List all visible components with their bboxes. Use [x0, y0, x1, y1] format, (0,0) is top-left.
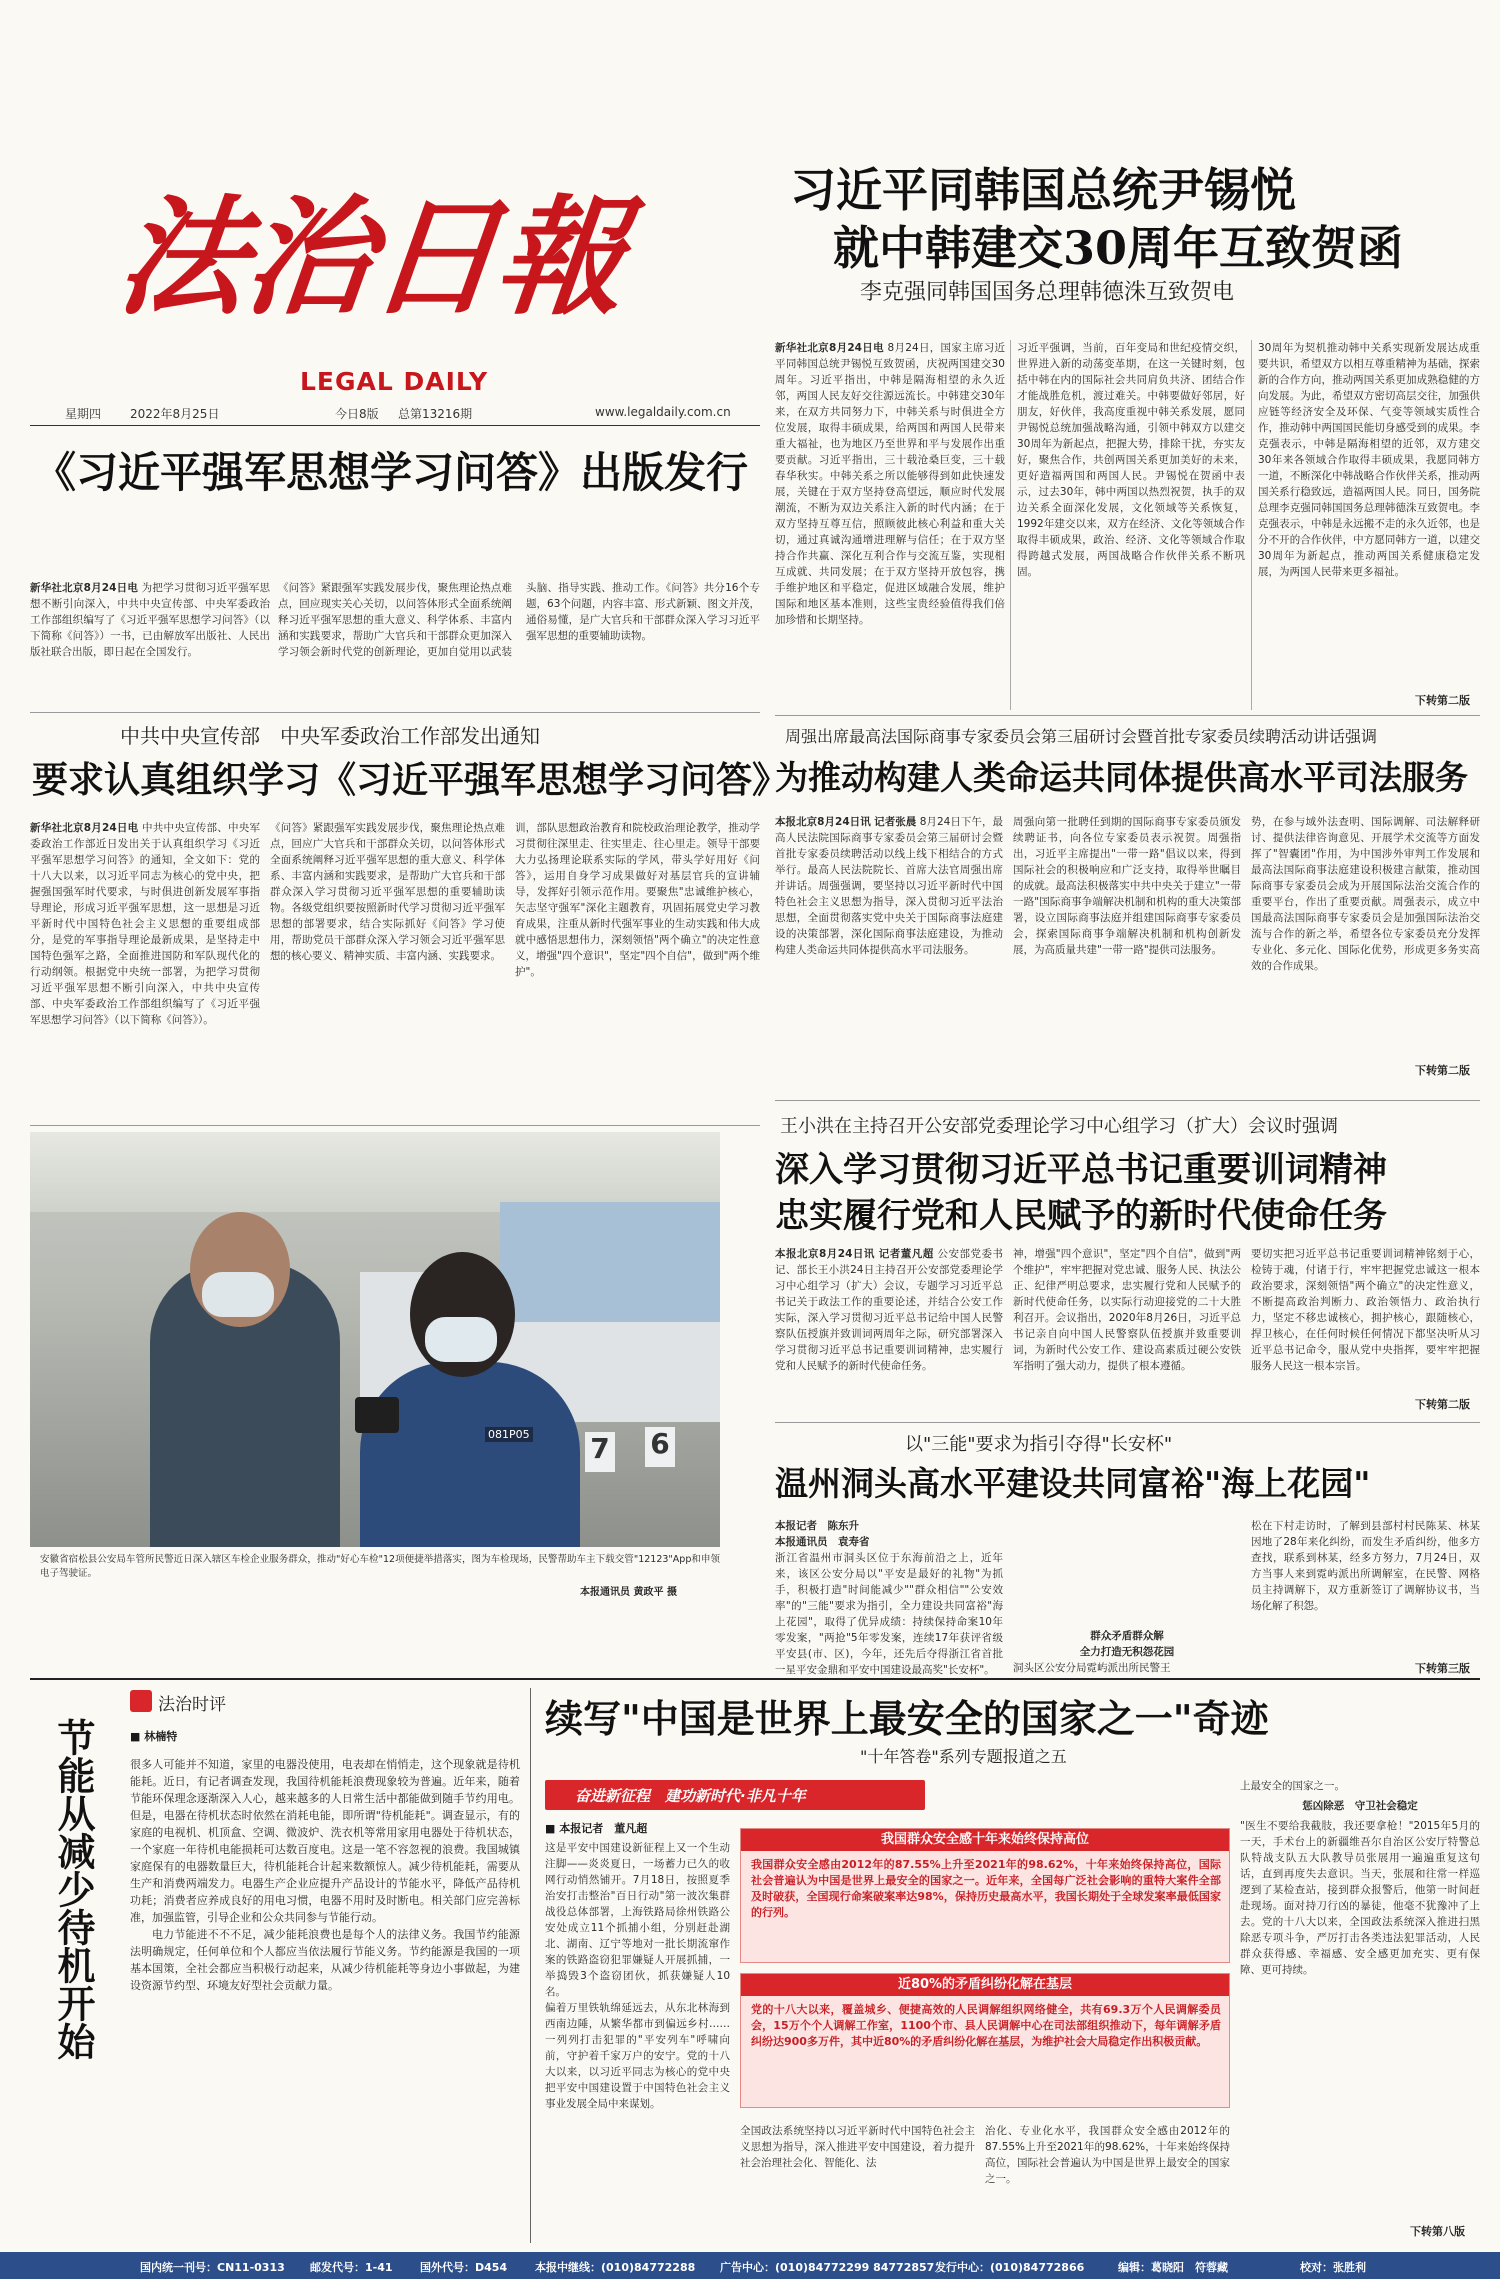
- notice-story: [30, 720, 789, 1125]
- book-story-dateline: 新华社北京8月24日电: [30, 582, 139, 594]
- top-story-headline-2: 就中韩建交30周年互致贺函: [833, 221, 1404, 275]
- police-story-col-3: 要切实把习近平总书记重要训词精神铭刻于心，检铸于魂，付诸于行，牢牢把握党忠诚这一根本政治要求，深刻领悟"两个确立"的决定性意义，不断提高政治判断力、政治领悟力、政治执行力，坚定不移忠诚核心，拥护核心，跟随核心，捍卫核心，在任何时候任何情况下都坚决听从习近平总书记命令，服从党中央指挥，要牢牢把握服务人民这一根本宗旨。: [1251, 1248, 1480, 1372]
- stats-box-2-title: 近80%的矛盾纠纷化解在基层: [741, 1974, 1229, 1996]
- book-story-headline: 《习近平强军思想学习问答》出版发行: [34, 448, 749, 497]
- photo-window: [500, 1202, 720, 1322]
- notice-story-headline: 要求认真组织学习《习近平强军思想学习问答》: [32, 759, 789, 801]
- photo-sign-6: 6: [645, 1427, 675, 1467]
- section-rule: [775, 1100, 1480, 1101]
- police-story-col-1-text: 公安部党委书记、部长王小洪24日主持召开公安部党委理论学习中心组学习（扩大）会议，专题学习习近平总书记关于政法工作的重要论述，并结合公安工作实际，深入学习贯彻习近平总书记给中国人民警察队伍授旗并致训词两周年之际，研究部署深入学习贯彻习近平总书记重要训词精神，忠实履行党和人民赋予的新时代使命任务。: [775, 1248, 1003, 1372]
- wenzhou-story-col-1: [775, 1518, 1003, 1678]
- photo-phone: [355, 1397, 399, 1433]
- safety-banner-text: 奋进新征程 建功新时代·非凡十年: [575, 1787, 806, 1805]
- today-pages: 今日8版: [335, 407, 379, 421]
- section-rule: [30, 1678, 1480, 1680]
- notice-story-col-1-text: 中共中央宣传部、中央军委政治工作部近日发出关于认真组织学习《习近平强军思想学习问答》的通知，全文如下：党的十八大以来，以习近平同志为核心的党中央，把握强国强军时代要求，与时俱进创新发展军事指导理论，形成习近平强军思想，这一思想是习近平新时代中国特色社会主义思想的重要组成部分，是党的军事指导理论最新成果，是坚持走中国特色强军之路，全面推进国防和军队现代化的行动纲领。根据党中央统一部署，为把学习贯彻习近平强军思想不断引向深入，中共中央宣传部、中央军委政治工作部组织编写了《习近平强军思想学习问答》（以下简称《问答》）。: [30, 822, 260, 1026]
- safety-col-3-lead: 上最安全的国家之一。: [1240, 1780, 1345, 1792]
- court-story-kicker: 周强出席最高法国际商事专家委员会第三届研讨会暨首批专家委员续聘活动讲话强调: [785, 727, 1378, 746]
- wenzhou-story-kicker: 以"三能"要求为指引夺得"长安杯": [905, 1434, 1173, 1455]
- book-story: [30, 440, 760, 700]
- court-story-col-2: 周强向第一批聘任到期的国际商事专家委员颁发续聘证书，向各位专家委员表示祝贺。周强指出，习近平主席提出"一带一路"倡议以来，得到国际社会的积极响应和广泛支持，取得举世瞩目的成就。最高法积极落实中共中央关于建立"一带一路"国际商事争端解决机制和机构的重大决策部署，设立国际商事法庭并组建国际商事专家委员会，探索国际商事争端解决机制和机构创新发展，为高质量共建"一带一路"提供司法服务。: [1013, 816, 1241, 956]
- photo-officer-mask: [425, 1317, 497, 1362]
- safety-col-1-text: 这是平安中国建设新征程上又一个生动注脚——炎炎夏日，一场蓄力已久的收网行动悄然铺开。7月18日，按照夏季治安打击整治"百日行动"第一波次集群战役总体部署，上海铁路局徐州铁路公安处成立11个抓捕小组，分别赶赴湖北、湖南、辽宁等地对一批长期流窜作案的铁路盗窃犯罪嫌疑人开展抓捕，一举捣毁3个盗窃团伙，抓获嫌疑人10名。: [545, 1842, 730, 1998]
- wenzhou-reporter-2: 本报通讯员 袁寿省: [775, 1536, 870, 1548]
- wenzhou-story: [775, 1428, 1480, 1680]
- footer-proof: 校对：张胜利: [1300, 2261, 1366, 2274]
- reporter-marker: ■: [545, 1822, 560, 1835]
- footer-post: 邮发代号：1-41: [310, 2261, 393, 2274]
- footer-dist: 发行中心：(010)84772866: [935, 2261, 1085, 2274]
- safety-col-3-text: "医生不要给我截肢，我还要拿枪！"2015年5月的一天，手术台上的新疆维吾尔自治区公安厅特警总队特战支队五大队教导员张展用一遍遍重复这句话，直到再度失去意识。当天，张展和往常一样巡逻到了某检查站，接到群众报警后，他第一时间赶赴现场。面对持刀行凶的暴徒，他毫不犹豫冲了上去。党的十八大以来，全国政法系统深入推进扫黑除恶专项斗争，严厉打击各类违法犯罪活动，人民群众获得感、幸福感、安全感更加充实、更有保障、更可持续。: [1240, 1820, 1480, 1976]
- photo-ceiling: [30, 1132, 720, 1212]
- issue-date: 2022年8月25日: [130, 407, 220, 421]
- footer-bar: [0, 2252, 1500, 2279]
- footer-hotline: 本报中继线：(010)84772288: [535, 2261, 696, 2274]
- book-story-col-1-text: 为把学习贯彻习近平强军思想不断引向深入，中共中央宣传部、中央军委政治工作部组织编写了《习近平强军思想学习问答》（以下简称《问答》）一书，已由解放军出版社、人民出版社联合出版，即日起在全国发行。: [30, 582, 270, 658]
- photo-credit: 本报通讯员 黄政平 摄: [580, 1587, 677, 1598]
- footer-cn: 国内统一刊号：CN11-0313: [140, 2261, 285, 2274]
- police-story-kicker: 王小洪在主持召开公安部党委理论学习中心组学习（扩大）会议时强调: [780, 1116, 1338, 1137]
- issue-number: 总第13216期: [398, 407, 473, 421]
- safety-reporter: [545, 1820, 647, 1836]
- website-link[interactable]: www.legaldaily.com.cn: [595, 405, 731, 419]
- commentary-body: [130, 1756, 520, 2236]
- court-story-col-1: [775, 814, 1003, 1079]
- commentary: [30, 1688, 520, 2243]
- police-story-reporter: 记者董凡超: [878, 1248, 934, 1260]
- safety-col-3-sub: 惩凶除恶 守卫社会稳定: [1302, 1800, 1418, 1812]
- police-story-dateline: 本报北京8月24日讯: [775, 1248, 875, 1260]
- wenzhou-story-headline: 温州洞头高水平建设共同富裕"海上花园": [775, 1464, 1371, 1503]
- safety-story-headline: 续写"中国是世界上最安全的国家之一"奇迹: [545, 1696, 1269, 1741]
- commentary-body-p1: 很多人可能并不知道，家里的电器没使用，电表却在悄悄走，这个现象就是待机能耗。近日，有记者调查发现，我国待机能耗浪费现象较为普遍。近年来，随着节能环保理念逐渐深入人心，越来越多的人日常生活中都能做到随手节约用电。但是，电器在待机状态时依然在消耗电能，即所谓"待机能耗"。调查显示，有的家庭的电视机、机顶盒、空调、微波炉、洗衣机等常用家用电器处于待机状态，一个家庭一年待机电能损耗可达数百度电。这是一笔不容忽视的浪费。我国城镇家庭保有的电器数量巨大，待机能耗合计起来数额惊人。减少待机能耗，需要从生产和消费两端发力。电器生产企业应提升产品设计的节能水平，降低产品待机功耗；消费者应养成良好的用电习惯，电器不用时及时断电。相关部门应完善标准，加强监管，引导企业和公众共同参与节能行动。: [130, 1758, 520, 1924]
- top-story-dateline: 新华社北京8月24日电: [775, 342, 884, 354]
- footer-ad: 广告中心：(010)84772299 84772857: [720, 2261, 935, 2274]
- section-rule: [30, 712, 760, 713]
- commentary-body-p2: 电力节能进不不不足，减少能耗浪费也是每个人的法律义务。我国节约能源法明确规定，任何单位和个人都应当依法履行节能义务。节约能源是我国的一项基本国策，全社会都应当积极行动起来，从减少待机能耗等身边小事做起，为建设资源节约型、环境友好型社会贡献力量。: [130, 1928, 520, 1992]
- safety-story-col-1: [545, 1840, 730, 2145]
- safety-story-subhead: "十年答卷"系列专题报道之五: [860, 1747, 1067, 1766]
- photo-caption-text: 安徽省宿松县公安局车管所民警近日深入辖区车检企业服务群众，推动"好心车检"12项便捷举措落实，图为车检现场，民警帮助车主下载交管"12123"App和申领电子驾驶证。: [40, 1554, 720, 1579]
- safety-story-col-3: [1240, 1778, 1480, 2238]
- police-story-col-1: [775, 1246, 1003, 1411]
- masthead-english: LEGAL DAILY: [300, 367, 489, 396]
- stats-box-2: [740, 1973, 1230, 2108]
- stats-box-1-title: 我国群众安全感十年来始终保持高位: [741, 1829, 1229, 1851]
- masthead-info-bar: [30, 400, 760, 422]
- stats-box-2-text: 党的十八大以来，覆盖城乡、便捷高效的人民调解组织网络健全，共有69.3万个人民调解委员会，15万个个人调解工作室，1100个市、县人民调解中心在司法部组织推动下，每年调解矛盾纠纷达900多万件，其中近80%的矛盾纠纷化解在基层，为维护社会大局稳定作出积极贡献。: [751, 2003, 1221, 2048]
- commentary-author: [130, 1728, 177, 1744]
- police-story-col-2: 神，增强"四个意识"，坚定"四个自信"，做到"两个维护"，牢牢把握对党忠诚、服务人民、执法公正、纪律严明总要求，忠实履行党和人民赋予的新时代使命任务，以实际行动迎接党的二十大胜利召开。会议指出，2020年8月26日，习近平总书记亲自向中国人民警察队伍授旗并致重要训词，为新时代公安工作、建设高素质过硬公安铁军指明了强大动力，提供了根本遵循。: [1013, 1248, 1241, 1372]
- court-story: [775, 722, 1480, 1097]
- news-photo: [30, 1132, 720, 1547]
- photo-police-badge: 081P05: [485, 1427, 533, 1442]
- notice-story-col-2: 《问答》紧跟强军实践发展步伐，聚焦理论热点难点，回应广大官兵和干部群众关切，以问答体形式全面系统阐释习近平强军思想的重大意义、科学体系、丰富内涵和实践要求，是帮助广大官兵和干部群众深入学习贯彻习近平强军思想的重要辅助读物。各级党组织要按照新时代学习贯彻习近平强军思想的部署要求，结合实际抓好《问答》学习使用，帮助党员干部群众深入学习领会习近平强军思想的核心要义、精神实质、丰富内涵、实践要求。: [270, 822, 505, 962]
- top-story-subhead: 李克强同韩国国务总理韩德洙互致贺电: [860, 280, 1235, 305]
- commentary-title: 节能从减少待机开始: [51, 1718, 96, 2060]
- col-divider: [1251, 340, 1252, 710]
- top-story-col-1: [775, 340, 1005, 710]
- court-story-headline: 为推动构建人类命运共同体提供高水平司法服务: [775, 758, 1468, 797]
- notice-story-kicker: 中共中央宣传部 中央军委政治工作部发出通知: [120, 724, 540, 748]
- police-story-continued: 下转第二版: [1415, 1398, 1470, 1411]
- book-story-col-2: 《问答》紧跟强军实践发展步伐，聚焦理论热点难点，回应现实关心关切，以问答体形式全面系统阐释习近平强军思想的重大意义、科学体系、丰富内涵和实践要求，帮助广大官兵和干部群众更加深入学习领会新时代党的创新理论，更加自觉用以武装头脑、指导实践、推动工作。《问答》共分16个专题，63个问题，内容丰富、形式新颖、图文并茂，通俗易懂，是广大官兵和干部群众深入学习习近平强军思想的重要辅助读物。: [278, 582, 760, 658]
- section-rule: [775, 1422, 1480, 1423]
- wenzhou-col-2-text: 洞头区公安分局霓屿派出所民警王: [1013, 1662, 1171, 1674]
- top-story-col-2: 习近平强调，当前，百年变局和世纪疫情交织，世界进入新的动荡变革期，在这一关键时刻，包括中韩在内的国际社会共同肩负共济、团结合作才能战胜危机，渡过难关。中韩要做好邻居，好朋友，好伙伴，我高度重视中韩关系发展，愿同尹锡悦总统加强战略沟通，引领中韩双方以建交30周年为新起点，把握大势，排除干扰，夯实友好，聚焦合作，共创两国关系更加美好的未来，更好造福两国和两国人民。尹锡悦在贺函中表示，过去30年，韩中两国以热烈祝贺，执手的双边关系全面深化发展，文化领域等关系恢复，1992年建交以来，双方在经济、文化等领域合作取得丰硕成果，政治、经济、文化等领域合作取得跨越式发展，两国战略合作伙伴关系不断巩固。: [1017, 342, 1245, 578]
- safety-foot-2: 治化、专业化水平，我国群众安全感由2012年的87.55%上升至2021年的98.62%，十年来始终保持高位，国际社会普遍认为中国是世界上最安全的国家之一。: [985, 2125, 1230, 2185]
- footer-intl: 国外代号：D454: [420, 2261, 508, 2274]
- stats-box-1: [740, 1828, 1230, 1963]
- police-story-headline-1: 深入学习贯彻习近平总书记重要训词精神: [775, 1150, 1387, 1190]
- top-story-col-3: 30周年为契机推动韩中关系实现新发展达成重要共识，希望双方以相互尊重精神为基础，探索新的合作方向，推动两国关系更加成熟稳健的方向发展。为此，希望双方密切高层交往，加强供应链等经济安全及环保、气变等领域实质性合作，推动韩中两国国民能切身感受到的成果。李克强表示，中韩是隔海相望的近邻，双方建交30年来各领域合作取得丰硕成果，我愿同韩方一道，不断深化中韩战略合作伙伴关系，推动两国关系行稳致远，造福两国人民。同日，国务院总理李克强同韩国国务总理韩德洙互致贺电。李克强表示，中韩是永远搬不走的永久近邻，也是分不开的合作伙伴，中方愿同韩方一道，以建交30周年为新起点，推动两国关系健康稳定发展，为两国人民带来更多福祉。: [1258, 342, 1480, 578]
- top-story-col-1-text: 8月24日，国家主席习近平同韩国总统尹锡悦互致贺函，庆祝两国建交30周年。习近平指出，中韩是隔海相望的永久近邻，两国人民友好交往源远流长。中韩建交30年来，在双方共同努力下，中韩关系与时俱进全方位发展，取得丰硕成果，给两国和两国人民带来重大福祉，也为地区乃至世界和平与发展作出重要贡献。习近平指出，三十载沧桑巨变，三十载春华秋实。中韩关系之所以能够得到如此快速发展，关键在于双方坚持登高望远，顺应时代发展潮流，不断为双边关系注入新的时代内涵；在于双方坚持互尊互信，照顾彼此核心利益和重大关切，通过真诚沟通增进理解与信任；在于双方坚持合作共赢、深化互利合作与交流互鉴，实现相互成就、共同发展；在于双方坚持开放包容，携手维护地区和平稳定，促进区域融合发展，维护国际和地区基本准则，这些宝贵经验值得我们倍加珍惜和长期坚持。: [775, 342, 1005, 626]
- wenzhou-story-col-2: [1013, 1518, 1241, 1678]
- section-rule: [30, 1125, 760, 1126]
- stats-box-1-text: 我国群众安全感由2012年的87.55%上升至2021年的98.62%，十年来始终保持高位，国际社会普遍认为中国是世界上最安全的国家之一。近年来，全国每广泛社会影响的重特大案件全部及时破获，全国现行命案破案率达98%，保持历史最高水平，我国长期处于全球发案率最低国家的行列。: [751, 1858, 1221, 1919]
- court-story-continued: 下转第二版: [1415, 1064, 1470, 1077]
- photo-officer-figure: [360, 1362, 580, 1547]
- court-story-reporter: 记者张晨: [874, 816, 917, 828]
- photo-man-mask: [202, 1272, 274, 1317]
- commentary-section-icon: [130, 1690, 152, 1712]
- wenzhou-story-continued: 下转第三版: [1415, 1662, 1470, 1675]
- col-divider: [530, 1688, 531, 2243]
- top-story-continued: 下转第二版: [1415, 694, 1470, 707]
- commentary-author-name: 林楠特: [144, 1730, 178, 1743]
- wenzhou-col-2-head: 群众矛盾群众解: [1090, 1630, 1164, 1642]
- court-story-col-3: 势，在参与域外法查明、国际调解、司法解释研讨、提供法律咨询意见、开展学术交流等方面发挥了"智囊团"作用，为中国涉外审判工作发展和最高法国际商事法庭建设积极建言献策，推动国际商事专家委员会成为开展国际法治交流合作的重要平台，作出了重要贡献。周强表示，成立中国最高法国际商事专家委员会是加强国际法治交流与合作的新之举，希望各位专家委员充分发挥专业化、多元化、国际化优势，形成更多务实高效的合作成果。: [1251, 816, 1480, 972]
- court-story-dateline: 本报北京8月24日讯: [775, 816, 871, 828]
- top-story-headline-1: 习近平同韩国总统尹锡悦: [790, 163, 1296, 217]
- commentary-section: 法治时评: [158, 1695, 226, 1715]
- safety-col-1b-text: 偏着万里铁轨绵延远去，从东北林海到西南边陲，从繁华都市到偏远乡村……一列列打击犯罪的"平安列车"呼啸向前，守护着千家万户的安宁。党的十八大以来，以习近平同志为核心的党中央把平安中国建设置于中国特色社会主义事业发展全局中来谋划。: [545, 2002, 730, 2110]
- section-rule: [775, 715, 1480, 716]
- notice-story-col-1: [30, 820, 260, 1120]
- masthead: [30, 155, 760, 415]
- safety-story-continued: 下转第八版: [1410, 2225, 1465, 2238]
- wenzhou-col-2-sub: 全力打造无积怨花园: [1079, 1646, 1175, 1658]
- wenzhou-reporter-1: 本报记者 陈东升: [775, 1520, 859, 1532]
- footer-editors: 编辑：葛晓阳 符蓉藏: [1118, 2261, 1228, 2274]
- photo-sign-7: 7: [585, 1432, 615, 1472]
- notice-story-dateline: 新华社北京8月24日电: [30, 822, 139, 834]
- court-story-col-1-text: 8月24日下午，最高人民法院国际商事专家委员会第三届研讨会暨首批专家委员续聘活动以线上线下相结合的方式举行。最高人民法院院长、首席大法官周强出席并讲话。周强强调，要坚持以习近平新时代中国特色社会主义思想为指导，深入贯彻习近平法治思想，全面贯彻落实党中央关于国际商事法庭建设的决策部署，深化国际商事法庭建设，为推动构建人类命运共同体提供高水平司法服务。: [775, 816, 1003, 956]
- weekday: 星期四: [65, 407, 102, 421]
- book-story-col-1: [30, 580, 270, 680]
- col-divider: [1010, 340, 1011, 710]
- info-bar-rule: [30, 425, 760, 426]
- safety-story: [540, 1688, 1480, 2243]
- safety-banner: [545, 1780, 925, 1810]
- wenzhou-story-col-1-text: 浙江省温州市洞头区位于东海前沿之上，近年来，该区公安分局以"平安是最好的礼物"为抓手，积极打造"时间能减少""群众相信""公安效率"的"三能"要求为指引，全力建设共同富裕"海上花园"，取得了优异成绩：持续保持命案10年零发案，"两抢"5年零发案，连续17年获评省级平安县(市、区)，今年，还先后夺得浙江省首批一星平安金鼎和平安中国建设最高奖"长安杯"。: [775, 1552, 1003, 1676]
- police-story-headline-2: 忠实履行党和人民赋予的新时代使命任务: [775, 1196, 1387, 1236]
- top-story: [775, 150, 1480, 710]
- safety-reporter-name: 本报记者 董凡超: [559, 1822, 648, 1835]
- notice-story-col-3: 训，部队思想政治教育和院校政治理论教学，推动学习贯彻往深里走、往实里走、往心里走。领导干部要大力弘扬理论联系实际的学风，带头学好用好《问答》，运用自身学习成果做好对基层官兵的宣讲辅导，发挥好引领示范作用。要聚焦"忠诚维护核心，矢志坚守强军"深化主题教育，巩固拓展党史学习教育成果，注重从新时代强军事业的生动实践和伟大成就中感悟思想伟力，深刻领悟"两个确立"的决定性意义，增强"四个意识"，坚定"四个自信"，做到"两个维护"。: [515, 822, 760, 978]
- masthead-title: 法治日報: [110, 183, 631, 333]
- wenzhou-story-col-3: 松在下村走访时，了解到县部村村民陈某、林某因地了28年来化纠纷，而发生矛盾纠纷，他多方查找，联系到林某，经多方努力，7月24日，双方当事人来到霓屿派出所调解室，在民警、网格员主持调解下，双方重新签订了调解协议书，当场化解了积怨。: [1251, 1520, 1480, 1612]
- safety-foot-1: 全国政法系统坚持以习近平新时代中国特色社会主义思想为指导，深入推进平安中国建设，着力提升社会治理社会化、智能化、法: [740, 2125, 975, 2169]
- author-marker: ■: [130, 1730, 145, 1743]
